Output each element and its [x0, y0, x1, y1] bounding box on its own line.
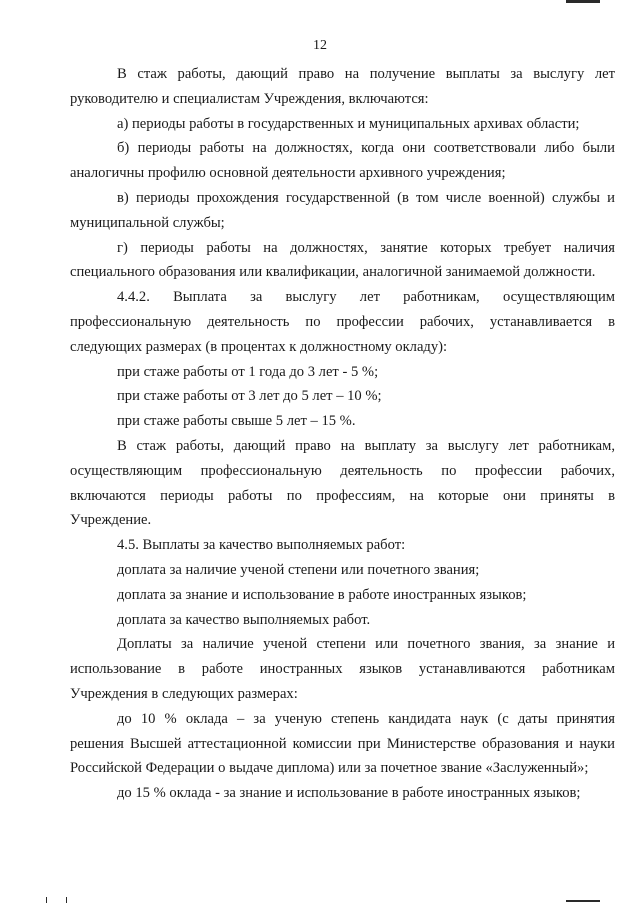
- paragraph-workers-seniority: [70, 434, 615, 533]
- text-line: 4.4.2. Выплата за выслугу лет работникам, осуществляющим: [117, 289, 615, 306]
- text-line: в) периоды прохождения государственной (в том числе военной) службы и: [117, 189, 615, 206]
- list-item-a: [70, 112, 615, 137]
- scan-mark-top-right: [566, 0, 600, 3]
- text-line: специального образования или квалификации, аналогичной занимаемой должности.: [70, 264, 596, 281]
- section-4-4-2: [70, 285, 615, 359]
- scan-mark-bottom-left-1: [46, 897, 47, 903]
- text-line: при стаже работы свыше 5 лет – 15 %.: [117, 413, 356, 430]
- text-line: осуществляющим профессиональную деятельность по профессии рабочих,: [70, 462, 615, 479]
- text-line: при стаже работы от 1 года до 3 лет - 5 %;: [117, 363, 379, 380]
- section-4-5: [70, 533, 615, 558]
- page-number: 12: [313, 38, 327, 53]
- bonus-languages: [70, 583, 615, 608]
- text-line: до 15 % оклада - за знание и использование в работе иностранных языков;: [117, 785, 581, 802]
- text-line: следующих размерах (в процентах к должностному окладу):: [70, 338, 448, 355]
- rate-over-5-years: [70, 409, 615, 434]
- text-line: до 10 % оклада – за ученую степень кандидата наук (с даты принятия: [117, 710, 615, 727]
- bonus-quality: [70, 608, 615, 633]
- text-line: В стаж работы, дающий право на выплату за выслугу лет работникам,: [117, 437, 615, 454]
- bonus-10-percent: [70, 707, 615, 781]
- paragraph-seniority-intro: [70, 62, 615, 112]
- paragraph-bonus-amounts: [70, 632, 615, 706]
- text-line: а) периоды работы в государственных и муниципальных архивах области;: [117, 115, 580, 132]
- bonus-15-percent: [70, 781, 615, 806]
- text-line: Доплаты за наличие ученой степени или почетного звания, за знание и: [117, 636, 615, 653]
- text-line: б) периоды работы на должностях, когда они соответствовали либо были: [117, 140, 615, 157]
- text-line: использование в работе иностранных языков устанавливаются работникам: [70, 661, 615, 678]
- text-line: руководителю и специалистам Учреждения, включаются:: [70, 90, 429, 107]
- text-line: 4.5. Выплаты за качество выполняемых работ:: [117, 537, 406, 554]
- text-line: муниципальной службы;: [70, 214, 225, 231]
- text-line: включаются периоды работы по профессиям, на которые они приняты в: [70, 487, 615, 504]
- text-line: доплата за знание и использование в работе иностранных языков;: [117, 586, 527, 603]
- text-line: Учреждение.: [70, 512, 152, 529]
- text-line: доплата за наличие ученой степени или почетного звания;: [117, 561, 480, 578]
- text-line: профессиональную деятельность по профессии рабочих, устанавливается в: [70, 313, 615, 330]
- scan-mark-bottom-left-2: [66, 897, 67, 903]
- text-line: решения Высшей аттестационной комиссии при Министерстве образования и науки: [70, 735, 615, 752]
- list-item-v: [70, 186, 615, 236]
- text-line: при стаже работы от 3 лет до 5 лет – 10 %;: [117, 388, 382, 405]
- text-line: Российской Федерации о выдаче диплома) или за почетное звание «Заслуженный»;: [70, 760, 589, 777]
- text-line: аналогичны профилю основной деятельности архивного учреждения;: [70, 165, 506, 182]
- list-item-b: [70, 136, 615, 186]
- rate-3-5-years: [70, 384, 615, 409]
- list-item-g: [70, 236, 615, 286]
- text-line: В стаж работы, дающий право на получение выплаты за выслугу лет: [117, 66, 615, 82]
- text-line: доплата за качество выполняемых работ.: [117, 611, 371, 628]
- text-line: г) периоды работы на должностях, занятие которых требует наличия: [117, 239, 615, 256]
- rate-1-3-years: [70, 360, 615, 385]
- document-body: [70, 62, 615, 806]
- text-line: Учреждения в следующих размерах:: [70, 685, 298, 702]
- scan-mark-bottom-right: [566, 900, 600, 902]
- bonus-degree: [70, 558, 615, 583]
